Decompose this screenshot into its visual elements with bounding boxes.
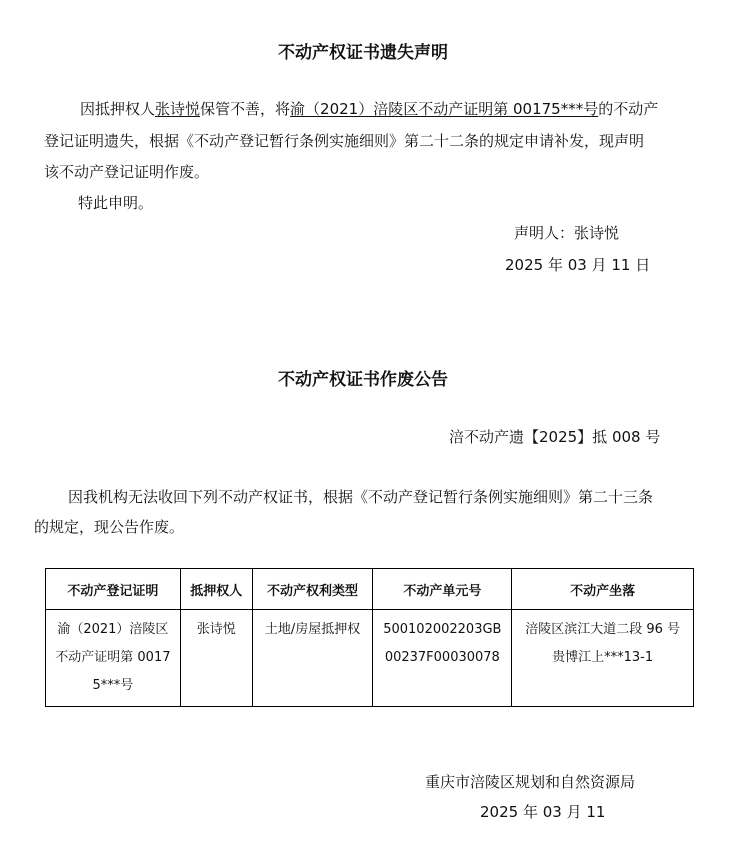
cell-unit-line: 00237F00030078 bbox=[384, 650, 500, 665]
mortgagee-name: 张诗悦 bbox=[155, 100, 201, 118]
issuer: 重庆市涪陵区规划和自然资源局 bbox=[425, 773, 636, 791]
header-mortgagee: 抵押权人 bbox=[180, 569, 252, 610]
cell-right-type: 土地/房屋抵押权 bbox=[252, 610, 373, 707]
cell-location-line: 贵博江上***13-1 bbox=[552, 650, 654, 665]
lost-notice-title: 不动产权证书遗失声明 bbox=[278, 43, 448, 63]
void-certificate-table bbox=[45, 568, 694, 707]
lost-notice-prefix: 因抵押权人 bbox=[80, 100, 156, 118]
lost-notice-line-2: 登记证明遗失，根据《不动产登记暂行条例实施细则》第二十二条的规定申请补发，现声明 bbox=[44, 132, 645, 150]
cell-location-line: 涪陵区滨江大道二段 96 号 bbox=[525, 622, 681, 637]
table-header-row bbox=[46, 569, 694, 610]
cell-cert-line: 不动产证明第 0017 bbox=[55, 650, 171, 665]
lost-notice-line-1 bbox=[80, 98, 658, 119]
cell-cert-line: 5***号 bbox=[92, 678, 134, 693]
declarant: 声明人：张诗悦 bbox=[514, 224, 620, 242]
cell-mortgagee: 张诗悦 bbox=[180, 610, 252, 707]
lost-notice-suffix: 的不动产 bbox=[598, 100, 659, 118]
cell-unit-line: 500102002203GB bbox=[383, 622, 502, 637]
issue-date: 2025 年 03 月 11 bbox=[480, 803, 606, 821]
void-notice-line-2: 的规定，现公告作废。 bbox=[34, 518, 185, 536]
void-notice-doc-number: 涪不动产遗【2025】抵 008 号 bbox=[449, 428, 661, 446]
header-cert: 不动产登记证明 bbox=[46, 569, 181, 610]
lost-notice-mid: 保管不善，将 bbox=[200, 100, 291, 118]
header-unit-number: 不动产单元号 bbox=[373, 569, 512, 610]
declaration-date: 2025 年 03 月 11 日 bbox=[505, 256, 651, 274]
void-notice-line-1: 因我机构无法收回下列不动产权证书，根据《不动产登记暂行条例实施细则》第二十三条 bbox=[68, 488, 654, 506]
lost-notice-line-3: 该不动产登记证明作废。 bbox=[44, 163, 210, 181]
cell-location bbox=[512, 610, 694, 707]
cell-unit-number bbox=[373, 610, 512, 707]
table-row bbox=[46, 610, 694, 707]
header-right-type: 不动产权利类型 bbox=[252, 569, 373, 610]
certificate-number: 渝（2021）涪陵区不动产证明第 00175***号 bbox=[290, 100, 599, 118]
special-declaration: 特此申明。 bbox=[78, 194, 154, 212]
cell-cert-line: 渝（2021）涪陵区 bbox=[57, 622, 169, 637]
header-location: 不动产坐落 bbox=[512, 569, 694, 610]
cell-cert bbox=[46, 610, 181, 707]
void-notice-title: 不动产权证书作废公告 bbox=[278, 370, 448, 390]
